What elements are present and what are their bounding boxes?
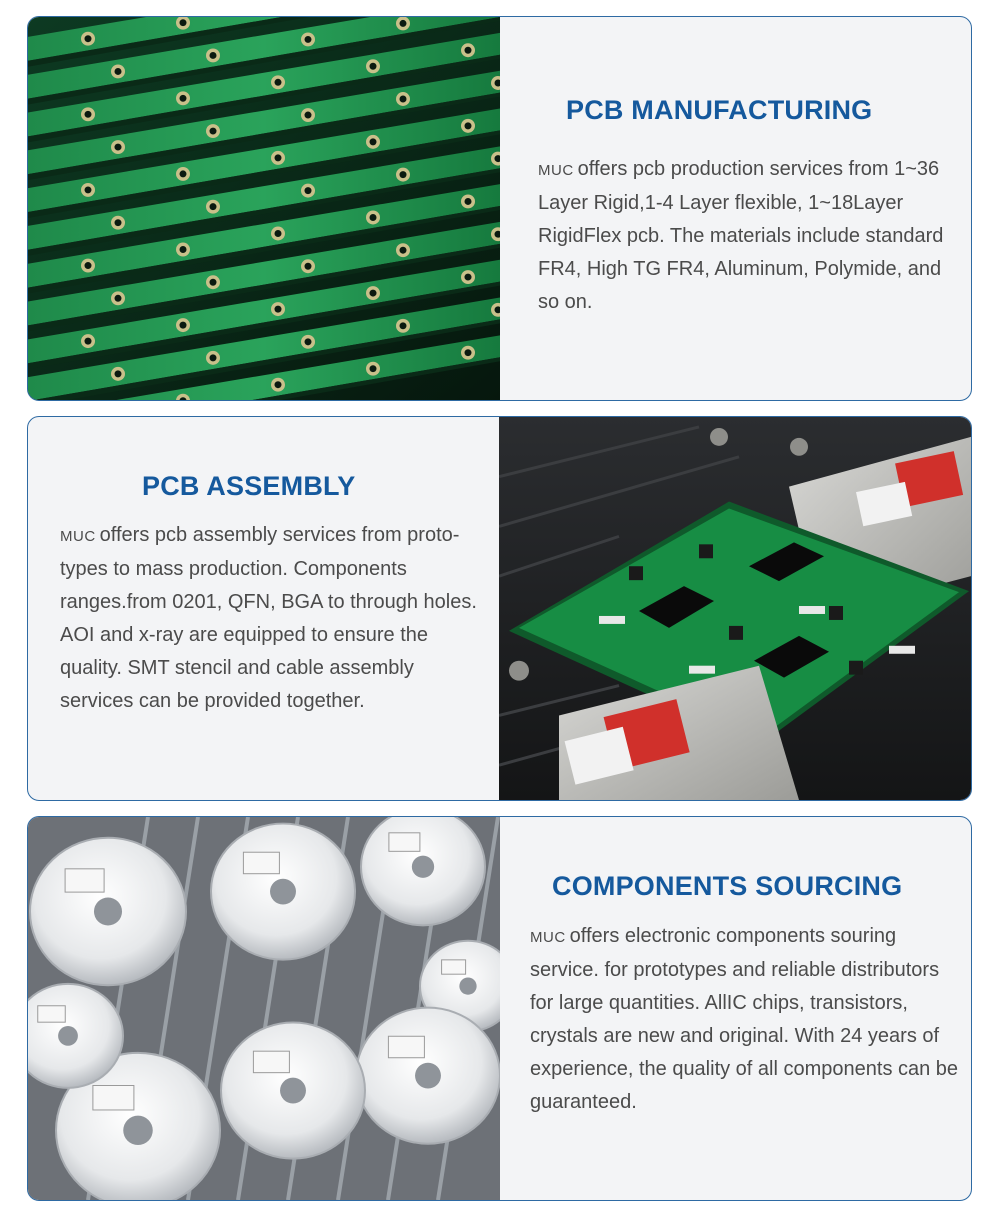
components-sourcing-photo: [28, 817, 500, 1200]
brand-name: MUC: [538, 162, 574, 179]
pcb-manufacturing-description: [538, 153, 958, 319]
brand-name: MUC: [530, 929, 566, 946]
pcb-manufacturing-card: [27, 16, 972, 401]
brand-name: MUC: [60, 528, 96, 545]
pcb-assembly-description: [60, 519, 480, 718]
components-sourcing-description-text: offers electronic components souring service. for prototypes and reliable distributors for large quantities. AllIC chips, transistors, crystals are new and original. With 24 years of experience, the quality of all components can be guaranteed.: [530, 925, 959, 1113]
components-sourcing-heading: COMPONENTS SOURCING: [552, 871, 903, 901]
pcb-manufacturing-description-text: offers pcb production services from 1~36 Layer Rigid,1-4 Layer flexible, 1~18Layer RigidFlex pcb. The materials include standard FR4, High TG FR4, Aluminum, Polymide, and so on.: [538, 158, 944, 313]
pcb-manufacturing-heading: PCB MANUFACTURING: [566, 95, 873, 125]
components-sourcing-card: [27, 816, 972, 1201]
pcb-assembly-photo: [499, 417, 971, 800]
pcb-assembly-text: [60, 417, 480, 800]
components-sourcing-text: [530, 817, 960, 1200]
components-sourcing-description: [530, 920, 960, 1119]
pcb-manufacturing-text: [538, 17, 958, 400]
pcb-assembly-card: [27, 416, 972, 801]
pcb-assembly-description-text: offers pcb assembly services from proto-types to mass production. Components ranges.from 0201, QFN, BGA to through holes. AOI and x-ray are equipped to ensure the quality. SMT stencil and cable assembly services can be provided together.: [60, 524, 477, 712]
pcb-assembly-heading: PCB ASSEMBLY: [142, 471, 356, 501]
pcb-manufacturing-photo: [28, 17, 500, 400]
